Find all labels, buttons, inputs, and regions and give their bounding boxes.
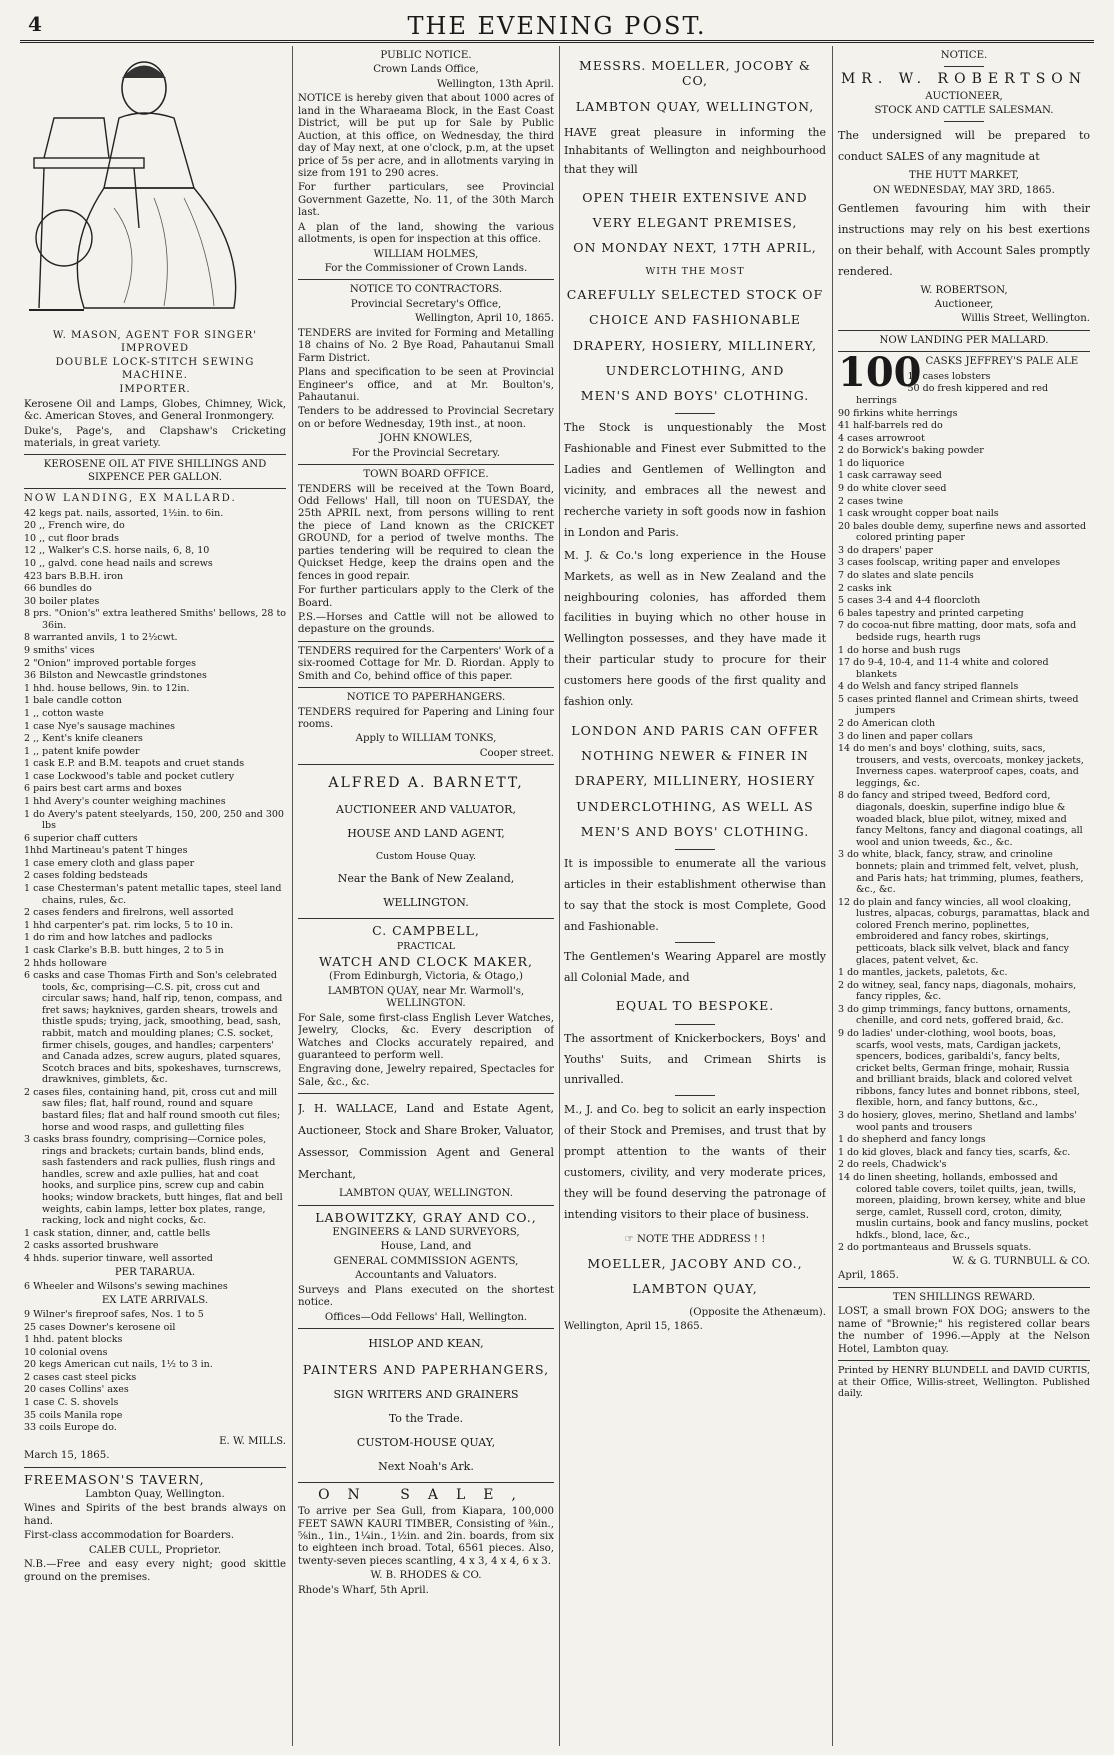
paperhangers-body: TENDERS required for Papering and Lining four rooms. (298, 706, 554, 730)
list-item: 3 do linen and paper collars (838, 730, 973, 742)
kerosene-notice: KEROSENE OIL AT FIVE SHILLINGS AND SIXPENCE PER GALLON. (43, 459, 267, 483)
carpenters-notice: TENDERS required for the Carpenters' Work of a six-roomed Cottage for Mr. D. Riordan. Apply to Smith and Co, behind office of this paper. (298, 645, 554, 682)
moeller-line: WITH THE MOST (645, 265, 745, 277)
mason-subheading: DOUBLE LOCK-STITCH SEWING MACHINE. (55, 357, 255, 381)
sewing-machine-illustration (24, 48, 284, 320)
list-item: 3 do hosiery, gloves, merino, Shetland and lambs' wool pants and trousers (838, 1110, 1077, 1133)
column-4 (838, 48, 1090, 1743)
moeller-line: MEN'S AND BOYS' CLOTHING. (580, 823, 810, 839)
moeller-line: LONDON AND PARIS CAN OFFER (571, 722, 819, 738)
list-item: 10 colonial ovens (24, 1346, 108, 1358)
labowitzky-line: House, Land, and (380, 1241, 472, 1253)
list-item: 4 cases arrowroot (838, 432, 925, 444)
mason-advert (24, 330, 286, 450)
masthead (20, 8, 1094, 38)
robertson-signature: W. ROBERTSON, (920, 284, 1008, 296)
public-notice-body: For further particulars, see Provincial Government Gazette, No. 11, of the 30th March last. (298, 182, 554, 219)
list-item: 25 cases Downer's kerosene oil (24, 1321, 176, 1333)
mason-text: Kerosene Oil and Lamps, Globes, Chimney, Wick, &c. American Stoves, and General Ironmongery. (24, 398, 286, 423)
moeller-paragraph: M., J. and Co. beg to solicit an early inspection of their Stock and Premises, and trust that by prompt attention to the wants of their customers, civility, and very moderate prices, they will be found deserving the patronage of intending visitors to their place of business. (564, 1103, 826, 1221)
wallace-address: LAMBTON QUAY, WELLINGTON. (339, 1188, 513, 1200)
moeller-line: NOTHING NEWER & FINER IN (581, 748, 809, 764)
list-item: 2 cases files, containing hand, pit, cross cut and mill saw files; flat, half round, round and square bastard files; flat and half round smooth cut files; horse and wood rasps, and gulletting files (24, 1086, 281, 1133)
list-item: 2 do American cloth (838, 717, 936, 729)
list-item: 2 casks assorted brushware (24, 1240, 159, 1252)
campbell-watch: WATCH AND CLOCK MAKER, (319, 954, 533, 970)
list-item: 12 cases lobsters (907, 370, 991, 382)
list-item: 5 cases printed flannel and Crimean shirts, tweed jumpers (838, 693, 1079, 717)
moeller-signature: MOELLER, JACOBY AND CO., (587, 1256, 803, 1272)
list-item: 3 do gimp trimmings, fancy buttons, ornaments, chenille, and cord nets, goffered braid, &c. (838, 1003, 1071, 1027)
ex-late-heading: EX LATE ARRIVALS. (101, 1294, 209, 1306)
divider (24, 1467, 286, 1468)
divider (298, 764, 554, 765)
divider (838, 1287, 1090, 1288)
divider (944, 66, 984, 67)
contractors-office: Provincial Secretary's Office, (350, 298, 502, 310)
paperhangers-heading: NOTICE TO PAPERHANGERS. (346, 692, 506, 704)
list-item: 41 half-barrels red do (838, 420, 943, 432)
divider (298, 1482, 554, 1483)
turnbull-date: April, 1865. (838, 1270, 899, 1282)
barnett-advert (298, 769, 554, 914)
campbell-heading: C. CAMPBELL, (372, 923, 480, 939)
campbell-from: (From Edinburgh, Victoria, & Otago,) (329, 971, 523, 983)
list-item: 2 do witney, seal, fancy naps, diagonals, mohairs, fancy ripples, &c. (838, 979, 1077, 1003)
hislop-advert (298, 1333, 554, 1478)
list-item: 1 cask station, dinner, and, cattle bells (24, 1227, 211, 1239)
hislop-line: SIGN WRITERS AND GRAINERS (333, 1388, 519, 1402)
moeller-paragraph: It is impossible to enumerate all the various articles in their establishment otherwise than to say that the stock is most Complete, Good and Fashionable. (564, 857, 826, 933)
moeller-date: Wellington, April 15, 1865. (564, 1321, 703, 1333)
public-notice-body: NOTICE is hereby given that about 1000 acres of land in the Wharaeama Block, in the East Coast District, will be put up for Sale by Public Auction, at this office, on Wednesday, the third day of May next, at one o'clock, p.m, at the upset price of 5s per acre, and in allotments varying in size from 191 to 290 acres. (298, 93, 554, 179)
divider (298, 641, 554, 642)
list-item: 1 case Nye's sausage machines (24, 720, 176, 732)
moeller-intro: HAVE great pleasure in informing the Inhabitants of Wellington and neighbourhood that they will (564, 125, 826, 177)
on-sale-body: To arrive per Sea Gull, from Kiapara, 100,000 FEET SAWN KAURI TIMBER, Consisting of ⅜in., ⅝in., 1in., 1¼in., 1½in. and 2in. boards, from six to eighteen inch broad. Total, 6561 pieces. Also, twenty-seven pieces scantling, 4 x 3, 4 x 4, 6 x 3. (298, 1506, 554, 1567)
mason-importer: IMPORTER. (119, 384, 191, 396)
list-item: 2 do reels, Chadwick's (838, 1159, 947, 1171)
contractors-signature: For the Provincial Secretary. (352, 447, 500, 459)
moeller-note: ☞ NOTE THE ADDRESS ! ! (624, 1233, 766, 1245)
robertson-heading: MR. W. ROBERTSON (840, 71, 1088, 88)
list-item: 4 hhds. superior tinware, well assorted (24, 1252, 213, 1264)
list-item: 1 hhd carpenter's pat. rim locks, 5 to 10 in. (24, 919, 234, 931)
barnett-line: HOUSE AND LAND AGENT, (347, 827, 505, 841)
list-item: 1 ,, patent knife powder (24, 745, 140, 757)
list-item: 66 bundles do (24, 583, 92, 595)
list-item: 1 do rim and how latches and padlocks (24, 932, 213, 944)
moeller-bespoke: EQUAL TO BESPOKE. (615, 998, 775, 1014)
list-item: 36 Bilston and Newcastle grindstones (24, 670, 207, 682)
public-notice-signature: WILLIAM HOLMES, (373, 248, 479, 260)
masthead-rule (20, 40, 1094, 43)
list-item: 4 do Welsh and fancy striped flannels (838, 681, 1019, 693)
barnett-line: WELLINGTON. (383, 896, 469, 910)
list-item: 2 do portmanteaus and Brussels squats. (838, 1242, 1032, 1254)
list-item: 2 do Borwick's baking powder (838, 445, 984, 457)
list-item: 1 case C. S. shovels (24, 1397, 119, 1409)
robertson-auctioneer: AUCTIONEER, (925, 90, 1003, 102)
list-item: 42 kegs pat. nails, assorted, 1½in. to 6in. (24, 507, 224, 519)
moeller-opposite: (Opposite the Athenæum). (689, 1306, 826, 1318)
robertson-stock: STOCK AND CATTLE SALESMAN. (874, 104, 1054, 116)
list-item: 1 cask wrought copper boat nails (838, 508, 999, 520)
tararua-list (24, 1281, 286, 1293)
list-item: 6 pairs best cart arms and boxes (24, 783, 182, 795)
town-board-body: P.S.—Horses and Cattle will not be allowed to depasture on the grounds. (298, 611, 554, 636)
labowitzky-line: GENERAL COMMISSION AGENTS, (333, 1255, 519, 1267)
campbell-practical: PRACTICAL (396, 940, 456, 952)
moeller-line: MEN'S AND BOYS' CLOTHING. (580, 388, 810, 404)
list-item: 33 coils Europe do. (24, 1422, 117, 1434)
date-line: March 15, 1865. (24, 1450, 110, 1462)
robertson-hutt: THE HUTT MARKET, (909, 170, 1019, 182)
list-item: 1 do horse and bush rugs (838, 644, 961, 656)
list-item: 3 do drapers' paper (838, 544, 933, 556)
moeller-line: UNDERCLOTHING, AS WELL AS (576, 798, 814, 814)
list-item: 1 cask E.P. and B.M. teapots and cruet stands (24, 758, 245, 770)
list-item: 3 casks brass foundry, comprising—Cornice poles, rings and brackets; curtain bands, blind ends, sash fastenders and rack pullies, flush rings and handles, screw and axle pullies, hat and coat hooks, and surplice pins, screw cup and cabin hooks; window brackets, butt hinges, flat and bell weights, cabin lamps, letter box plates, range, racking, lock and night cocks, &c. (24, 1134, 283, 1227)
moeller-line: CAREFULLY SELECTED STOCK OF (566, 287, 824, 303)
list-item: 9 do ladies' under-clothing, wool boots, boas, scarfs, wool vests, mats, Cardigan jackets, spencers, bodices, garibaldi's, fancy belts, cricket belts, German fringe, mohair, Russia and brilliant braids, black and colored velvet ribbons, fancy lutes and bonnet ribbons, steel, flexible, horn, and fancy buttons, &c., (838, 1028, 1080, 1109)
divider (298, 1328, 554, 1329)
printer-imprint: Printed by HENRY BLUNDELL and DAVID CURTIS, at their Office, Willis-street, Wellington. Published daily. (838, 1365, 1090, 1400)
divider (298, 687, 554, 688)
contractors-body: Tenders to be addressed to Provincial Secretary on or before Wednesday, 19th inst., at noon. (298, 406, 554, 430)
divider (24, 454, 286, 455)
contractors-heading: NOTICE TO CONTRACTORS. (349, 284, 503, 296)
list-item: 1 hhd. patent blocks (24, 1334, 123, 1346)
landing-list (24, 508, 286, 1265)
freemasons-text: First-class accommodation for Boarders. (24, 1530, 235, 1542)
divider (298, 918, 554, 919)
contractors-signature: JOHN KNOWLES, (379, 433, 473, 445)
divider (24, 488, 286, 489)
list-item: 423 bars B.B.H. iron (24, 570, 124, 582)
page-number: 4 (28, 12, 42, 36)
divider (944, 121, 984, 122)
column-divider (559, 46, 560, 1746)
list-item: 6 superior chaff cutters (24, 832, 138, 844)
barnett-heading: ALFRED A. BARNETT, (328, 775, 524, 792)
divider (675, 413, 715, 414)
divider (838, 330, 1090, 331)
divider (675, 1024, 715, 1025)
list-item: 12 do plain and fancy wincies, all wool cloaking, lustres, alpacas, coburgs, paramattas, black and colored French merino, poplinettes, embroidered and fancy robes, skirtings, petticoats, black silk velvet, black and fancy glaces, patent velvet, &c. (838, 896, 1090, 966)
list-item: 2 "Onion" improved portable forges (24, 657, 197, 669)
per-tararua-heading: PER TARARUA. (114, 1266, 196, 1278)
divider (675, 849, 715, 850)
list-item: 1 case emery cloth and glass paper (24, 857, 195, 869)
moeller-line: CHOICE AND FASHIONABLE (588, 312, 802, 328)
contractors-date: Wellington, April 10, 1865. (415, 313, 554, 325)
hislop-line: PAINTERS AND PAPERHANGERS, (302, 1362, 550, 1378)
list-item: 1 cask Clarke's B.B. butt hinges, 2 to 5 in (24, 944, 224, 956)
list-item: 20 cases Collins' axes (24, 1384, 129, 1396)
now-landing-heading: NOW LANDING, EX MALLARD. (24, 493, 237, 505)
hislop-line: To the Trade. (388, 1412, 464, 1426)
moeller-paragraph: The Stock is unquestionably the Most Fashionable and Finest ever Submitted to the Ladies and Gentlemen of Wellington and vicinity, and embraces all the newest and recherche variety in soft goods now in fashion in London and Paris. (564, 421, 826, 539)
list-item: 2 cases cast steel picks (24, 1371, 137, 1383)
on-sale-date: Rhode's Wharf, 5th April. (298, 1584, 429, 1596)
contractors-body: TENDERS are invited for Forming and Metalling 18 chains of No. 2 Bye Road, Pahautanui Small Farm District. (298, 327, 554, 364)
moeller-paragraph: The Gentlemen's Wearing Apparel are mostly all Colonial Made, and (564, 949, 826, 984)
list-item: 9 smiths' vices (24, 645, 95, 657)
public-notice-signature: For the Commissioner of Crown Lands. (324, 263, 528, 274)
divider (298, 1093, 554, 1094)
labowitzky-line: Accountants and Valuators. (355, 1270, 497, 1282)
contractors-body: Plans and specification to be seen at Provincial Engineer's office, and at Mr. Boulton's, Pahautanui. (298, 367, 554, 403)
list-item: 90 firkins white herrings (838, 407, 958, 419)
moeller-line: DRAPERY, HOSIERY, MILLINERY, (573, 337, 817, 353)
list-item: 1 ,, cotton waste (24, 707, 104, 719)
hislop-line: Next Noah's Ark. (378, 1460, 474, 1474)
divider (838, 1360, 1090, 1361)
list-item: 8 warranted anvils, 1 to 2½cwt. (24, 632, 178, 644)
list-item: 30 boiler plates (24, 595, 100, 607)
list-item: 1 do liquorice (838, 457, 905, 469)
freemasons-text: Lambton Quay, Wellington. (85, 1488, 225, 1500)
reward-body: LOST, a small brown FOX DOG; answers to the name of "Brownie;" his registered collar bears the number of 1996.—Apply at the Nelson Hotel, Lambton quay. (838, 1306, 1090, 1355)
labowitzky-office: Offices—Odd Fellows' Hall, Wellington. (324, 1311, 528, 1323)
moeller-line: UNDERCLOTHING, AND (605, 362, 785, 378)
mason-heading: W. MASON, AGENT FOR SINGER' IMPROVED (52, 330, 258, 354)
divider (675, 942, 715, 943)
list-item: 2 cases fenders and firelrons, well assorted (24, 907, 234, 919)
freemasons-text: CALEB CULL, Proprietor. (88, 1544, 222, 1556)
list-item: 1 hhd Avery's counter weighing machines (24, 795, 226, 807)
divider (298, 1205, 554, 1206)
paperhangers-address: Cooper street. (479, 747, 554, 759)
mallard-list (838, 371, 1090, 1254)
hislop-line: CUSTOM-HOUSE QUAY, (356, 1436, 496, 1450)
lead-number: 100 (838, 349, 922, 397)
hislop-heading: HISLOP AND KEAN, (368, 1337, 484, 1351)
divider (675, 1095, 715, 1096)
moeller-line: ON MONDAY NEXT, 17TH APRIL, (573, 240, 817, 256)
list-item: 1 do kid gloves, black and fancy ties, scarfs, &c. (838, 1146, 1071, 1158)
list-item: 2 ,, Kent's knife cleaners (24, 733, 143, 745)
public-notice-office: Crown Lands Office, (373, 64, 479, 76)
list-item: 14 do men's and boys' clothing, suits, sacs, trousers, and vests, overcoats, monkey jackets, Inverness capes. waterproof capes, coats, and leggings, &c. (838, 743, 1084, 789)
landing-heading: NOW LANDING PER MALLARD. (879, 334, 1049, 346)
list-item: 1hhd Martineau's patent T hinges (24, 845, 188, 857)
turnbull-signature: W. & G. TURNBULL & CO. (952, 1256, 1090, 1267)
list-item: 2 hhds holloware (24, 957, 107, 969)
barnett-line: AUCTIONEER AND VALUATOR, (336, 803, 516, 817)
list-item: 1 bale candle cotton (24, 695, 122, 707)
list-item: 9 Wilner's fireproof safes, Nos. 1 to 5 (24, 1308, 204, 1320)
late-arrivals-list (24, 1309, 286, 1434)
column-divider (292, 46, 293, 1746)
public-notice-heading: PUBLIC NOTICE. (380, 50, 472, 61)
list-item: 1 do Avery's patent steelyards, 150, 200, 250 and 300 lbs (24, 808, 284, 832)
robertson-date: ON WEDNESDAY, MAY 3RD, 1865. (873, 184, 1055, 196)
labowitzky-heading: LABOWITZKY, GRAY AND CO., (315, 1209, 537, 1225)
list-item: 1 hhd. house bellows, 9in. to 12in. (24, 682, 190, 694)
moeller-line: DRAPERY, MILLINERY, HOSIERY (574, 773, 816, 789)
wallace-advert: J. H. WALLACE, Land and Estate Agent, Auctioneer, Stock and Share Broker, Valuator, Assessor, Commission Agent and General Merchant, (298, 1102, 554, 1182)
lead-item: CASKS JEFFREY'S PALE ALE (925, 356, 1079, 368)
robertson-signature: Willis Street, Wellington. (961, 313, 1090, 325)
robertson-signature: Auctioneer, (934, 299, 994, 311)
column-2 (298, 48, 554, 1743)
paperhangers-apply: Apply to WILLIAM TONKS, (355, 733, 497, 745)
divider (298, 464, 554, 465)
campbell-address: LAMBTON QUAY, near Mr. Warmoll's, WELLINGTON. (327, 985, 525, 1010)
public-notice-body: A plan of the land, showing the various allotments, is open for inspection at this office. (298, 221, 554, 246)
list-item: 50 do fresh kippered and red herrings (856, 383, 1049, 406)
signature: E. W. MILLS. (219, 1435, 286, 1447)
list-item: 20 bales double demy, superfine news and assorted colored printing paper (838, 520, 1087, 544)
list-item: 2 casks ink (838, 582, 892, 594)
list-item: 10 ,, galvd. cone head nails and screws (24, 558, 213, 569)
list-item: 20 kegs American cut nails, 1½ to 3 in. (24, 1359, 213, 1371)
list-item: 17 do 9-4, 10-4, and 11-4 white and colored blankets (838, 657, 1049, 680)
freemasons-text: N.B.—Free and easy every night; good skittle ground on the premises. (24, 1559, 286, 1583)
list-item: 7 do cocoa-nut fibre matting, door mats, sofa and bedside rugs, hearth rugs (838, 620, 1077, 643)
list-item: 1 do mantles, jackets, paletots, &c. (838, 967, 1008, 979)
list-item: 1 case Chesterman's patent metallic tapes, steel land chains, rules, &c. (24, 883, 282, 906)
list-item: 9 do white clover seed (838, 483, 947, 494)
list-item: 10 ,, cut floor brads (24, 532, 120, 544)
moeller-paragraph: M. J. & Co.'s long experience in the House Markets, as well as in New Zealand and the neighbouring colonies, has afforded them facilities in buying which no other house in Wellington possesses, and they have made it their particular study to procure for their customers here goods of the first quality and fashion only. (564, 548, 826, 708)
list-item: 3 cases foolscap, writing paper and envelopes (838, 557, 1061, 569)
moeller-address: LAMBTON QUAY, WELLINGTON, (575, 98, 815, 114)
column-1 (24, 48, 286, 1743)
list-item: 14 do linen sheeting, hollands, embossed and colored table covers, toilet quilts, jean, twills, moreen, plaiding, brown kersey, white and blue serge, camlet, Russell cord, croton, dimity, muslin curtains, book and fancy muslins, pocket hdkfs., blond, lace, &c., (838, 1171, 1089, 1241)
moeller-line: OPEN THEIR EXTENSIVE AND (582, 189, 808, 205)
reward-heading: TEN SHILLINGS REWARD. (892, 1291, 1036, 1303)
town-board-heading: TOWN BOARD OFFICE. (363, 469, 489, 481)
on-sale-heading: ON SALE, (318, 1487, 534, 1504)
campbell-body: For Sale, some first-class English Lever Watches, Jewelry, Clocks, &c. Every description of Watches and Clocks accurately repaired, and guaranteed to perform well. (298, 1012, 554, 1062)
list-item: 2 cases twine (838, 495, 904, 507)
list-item: 1 case Lockwood's table and pocket cutlery (24, 770, 235, 782)
list-item: 2 cases folding bedsteads (24, 870, 148, 882)
divider (298, 279, 554, 280)
robertson-paragraph: Gentlemen favouring him with their instructions may rely on his best exertions on their behalf, with Account Sales promptly rendered. (838, 202, 1090, 278)
mason-text: Duke's, Page's, and Clapshaw's Cricketing materials, in great variety. (24, 425, 286, 449)
list-item: 6 bales tapestry and printed carpeting (838, 607, 1024, 619)
labowitzky-body: Surveys and Plans executed on the shortest notice. (298, 1284, 554, 1309)
barnett-line: Custom House Quay. (375, 851, 477, 863)
freemasons-heading: FREEMASON'S TAVERN, (24, 1471, 205, 1487)
notice-heading: NOTICE. (940, 50, 988, 61)
list-item: 1 do shepherd and fancy longs (838, 1134, 986, 1146)
moeller-signature-address: LAMBTON QUAY, (632, 1281, 758, 1297)
list-item: 3 do white, black, fancy, straw, and crinoline bonnets; plain and trimmed felt, velvet, plush, and Paris hats; hat trimming, plumes, feathers, &c., &c. (838, 849, 1084, 896)
town-board-body: TENDERS will be received at the Town Board, Odd Fellows' Hall, till noon on TUESDAY, the 25th APRIL next, from persons willing to rent the piece of Land known as the CRICKET GROUND, for a period of twelve months. The parties tendering will be required to clean the Quickset Hedge, keep the drains open and the fences in good repair. (298, 483, 554, 582)
list-item: 20 ,, French wire, do (24, 520, 125, 532)
freemasons-text: Wines and Spirits of the best brands always on hand. (24, 1503, 286, 1527)
labowitzky-line: ENGINEERS & LAND SURVEYORS, (332, 1227, 520, 1239)
list-item: 1 cask carraway seed (838, 470, 942, 482)
town-board-body: For further particulars apply to the Clerk of the Board. (298, 585, 554, 609)
list-item: 35 coils Manila rope (24, 1409, 123, 1421)
barnett-line: Near the Bank of New Zealand, (337, 872, 515, 886)
newspaper-title: THE EVENING POST. (407, 12, 707, 40)
column-divider (832, 46, 833, 1746)
on-sale-signature: W. B. RHODES & CO. (370, 1570, 482, 1582)
list-item: 6 Wheeler and Wilsons's sewing machines (24, 1280, 228, 1292)
robertson-paragraph: The undersigned will be prepared to conduct SALES of any magnitude at (838, 129, 1090, 164)
list-item: 6 casks and case Thomas Firth and Son's celebrated tools, &c, comprising—C.S. pit, cross cut and circular saws; hand, half rip, tenon, compass, and fret saws; hayknives, garden shears, trowels and thistle spuds; trying, jack, smoothing, bead, sash, rabbit, match and moulding planes; C.S. socket, firmer chisels, gouges, and handles; carpenters' and Canada adzes, screw augurs, plated squares, Scotch braces and bits, spokeshaves, turnscrews, drawknives, gimblets, &c. (24, 970, 283, 1086)
list-item: 8 prs. "Onion's" extra leathered Smiths' bellows, 28 to 36in. (24, 608, 286, 631)
public-notice-date: Wellington, 13th April. (436, 78, 554, 90)
campbell-body: Engraving done, Jewelry repaired, Spectacles for Sale, &c., &c. (298, 1064, 554, 1088)
list-item: 12 ,, Walker's C.S. horse nails, 6, 8, 10 (24, 545, 210, 557)
moeller-paragraph: The assortment of Knickerbockers, Boys' and Youths' Suits, and Crimean Shirts is unrivalled. (564, 1031, 826, 1087)
list-item: 5 cases 3-4 and 4-4 floorcloth (838, 595, 981, 607)
column-3 (564, 48, 826, 1743)
list-item: 8 do fancy and striped tweed, Bedford cord, diagonals, doeskin, superfine indigo blue & woaded black, blue pilot, witney, mixed and fancy Meltons, fancy and diagonal coatings, all wool and union tweeds, &c., &c. (838, 790, 1083, 848)
moeller-line: VERY ELEGANT PREMISES, (592, 215, 798, 231)
moeller-heading: MESSRS. MOELLER, JOCOBY & CO, (579, 58, 811, 89)
list-item: 7 do slates and slate pencils (838, 570, 974, 582)
